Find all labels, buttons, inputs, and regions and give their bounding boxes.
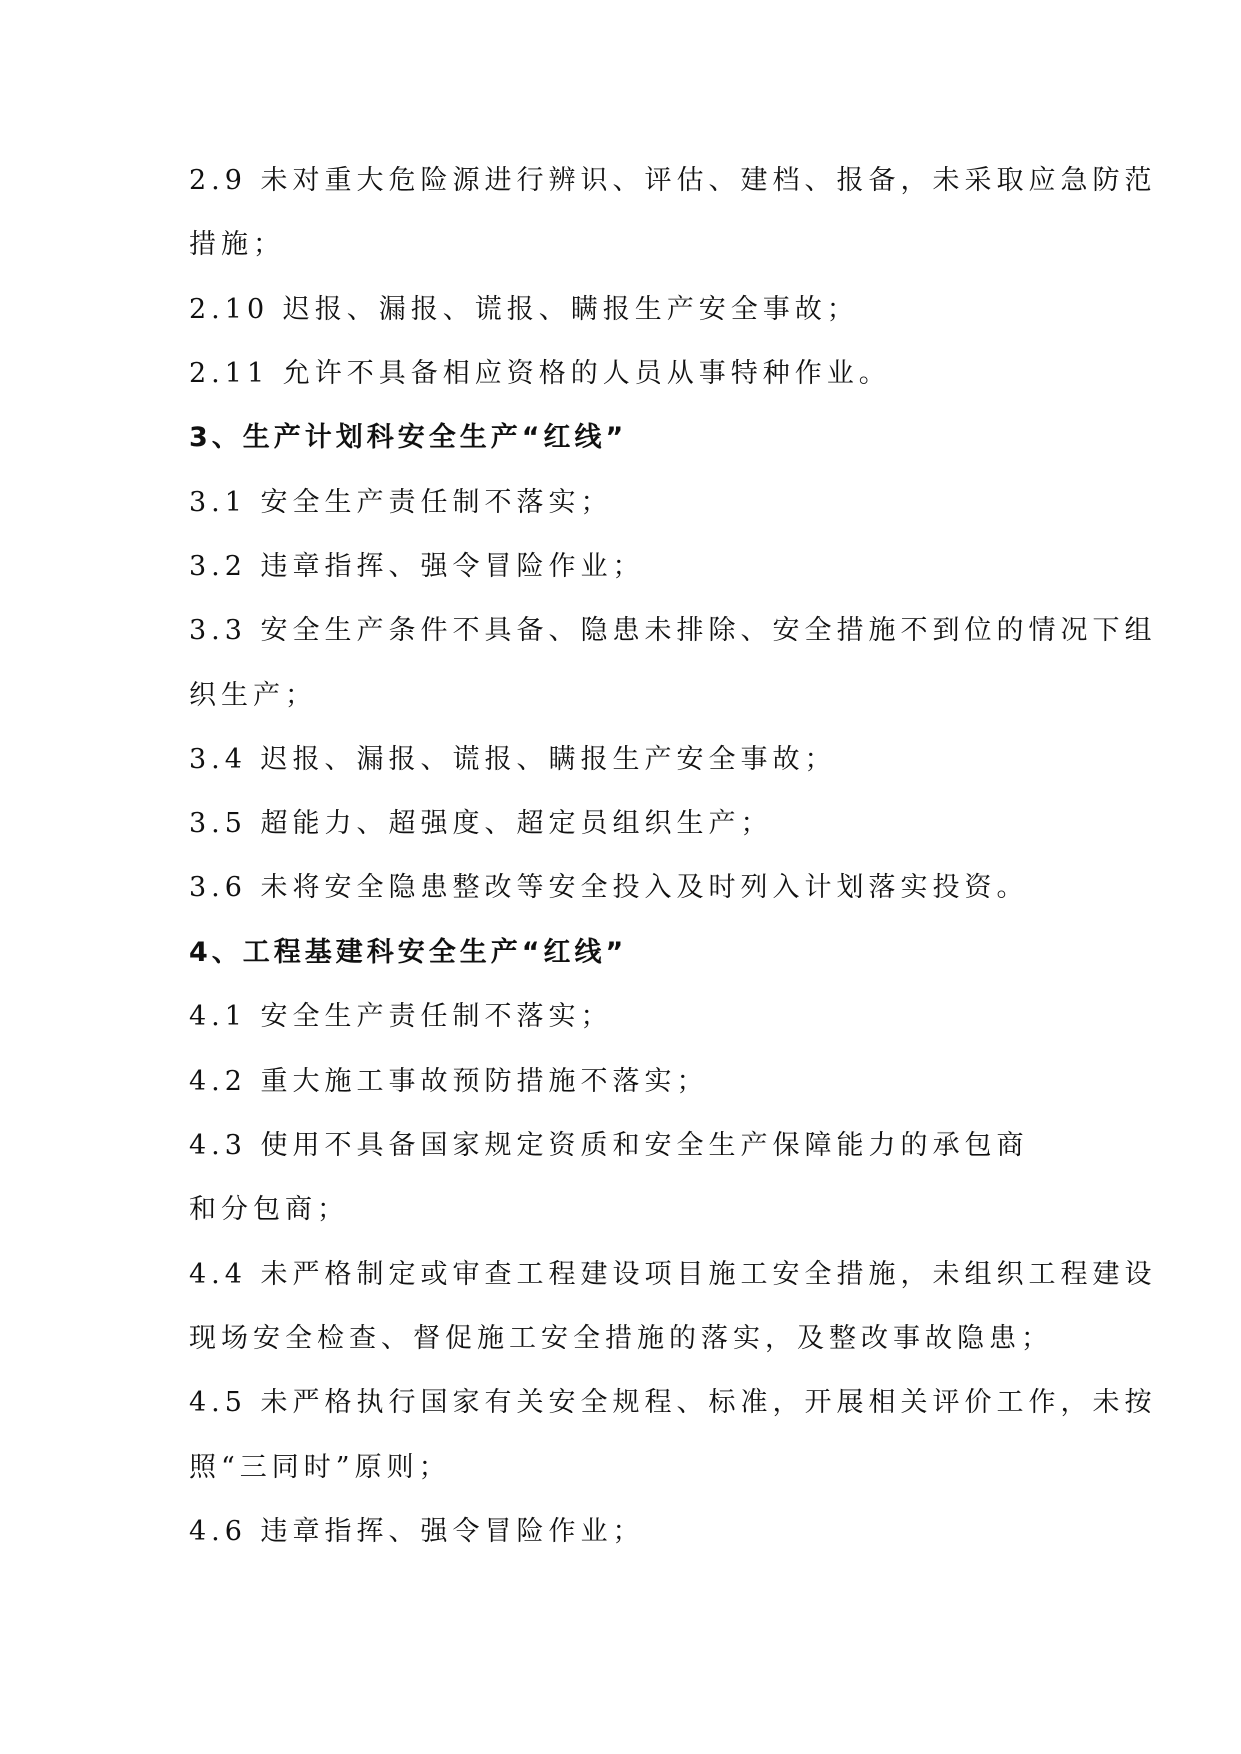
section-heading: 4、工程基建科安全生产“红线” — [189, 937, 628, 968]
section-heading: 3、生产计划科安全生产“红线” — [189, 422, 628, 453]
list-item: 现场安全检查、督促施工安全措施的落实，及整改事故隐患； — [189, 1323, 1053, 1354]
list-item: 和分包商； — [189, 1194, 349, 1225]
list-item: 3.4 迟报、漏报、谎报、瞒报生产安全事故； — [189, 744, 837, 775]
list-item: 织生产； — [189, 680, 317, 711]
list-item: 2.10 迟报、漏报、谎报、瞒报生产安全事故； — [189, 294, 859, 325]
list-item: 措施； — [189, 229, 285, 260]
list-item: 3.5 超能力、超强度、超定员组织生产； — [189, 808, 773, 839]
list-item: 4.2 重大施工事故预防措施不落实； — [189, 1066, 709, 1097]
list-item: 3.1 安全生产责任制不落实； — [189, 487, 613, 518]
list-item: 3.3 安全生产条件不具备、隐患未排除、安全措施不到位的情况下组 — [189, 615, 1157, 646]
list-item: 照“三同时”原则； — [189, 1452, 451, 1483]
list-item: 4.6 违章指挥、强令冒险作业； — [189, 1516, 645, 1547]
list-item: 3.2 违章指挥、强令冒险作业； — [189, 551, 645, 582]
list-item: 4.1 安全生产责任制不落实； — [189, 1001, 613, 1032]
list-item: 2.11 允许不具备相应资格的人员从事特种作业。 — [189, 358, 891, 389]
list-item: 3.6 未将安全隐患整改等安全投入及时列入计划落实投资。 — [189, 872, 1029, 903]
list-item: 4.5 未严格执行国家有关安全规程、标准，开展相关评价工作，未按 — [189, 1387, 1157, 1418]
list-item: 4.4 未严格制定或审查工程建设项目施工安全措施，未组织工程建设 — [189, 1259, 1157, 1290]
list-item: 4.3 使用不具备国家规定资质和安全生产保障能力的承包商 — [189, 1130, 1029, 1161]
list-item: 2.9 未对重大危险源进行辨识、评估、建档、报备，未采取应急防范 — [189, 165, 1157, 196]
